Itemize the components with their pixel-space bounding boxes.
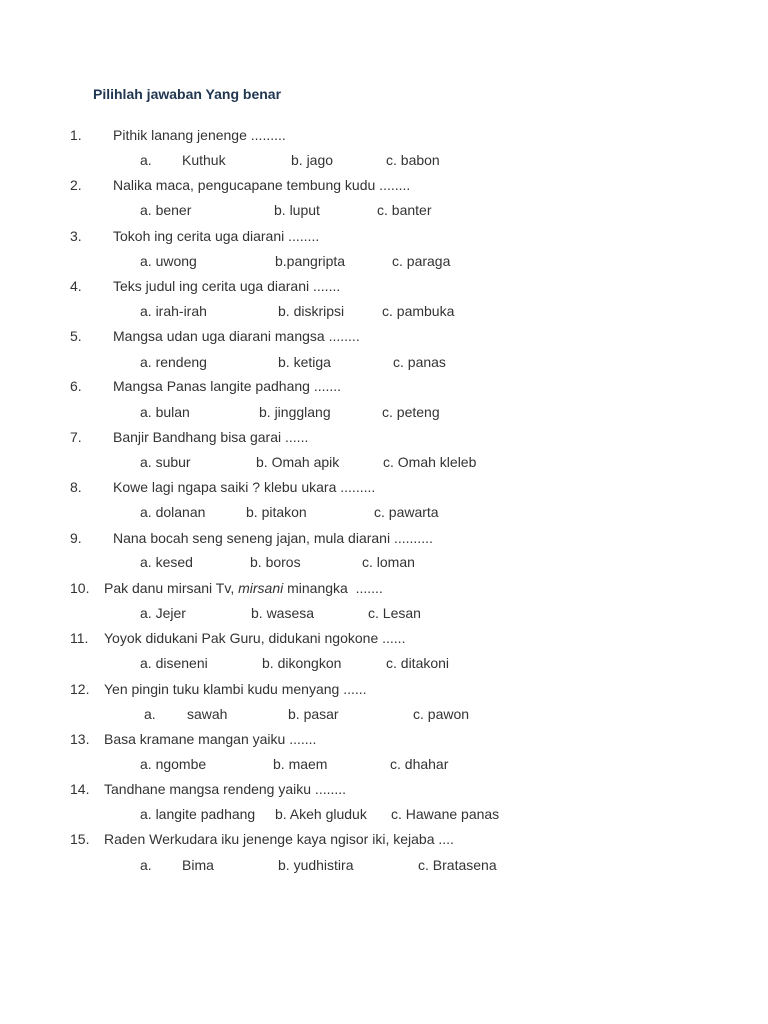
question-text: Teks judul ing cerita uga diarani ....... (113, 278, 341, 294)
option-b: b. maem (273, 756, 328, 772)
question-number: 4. (70, 278, 82, 294)
question-text: Mangsa Panas langite padhang ....... (113, 378, 342, 394)
option-a: a. subur (140, 454, 191, 470)
question-1 (0, 125, 768, 145)
option-b: b. luput (274, 202, 320, 218)
option-a: a. ngombe (140, 756, 207, 772)
option-b: b. boros (250, 554, 301, 570)
option-a-text: sawah (187, 706, 228, 722)
question-text: Tokoh ing cerita uga diarani ........ (113, 228, 320, 244)
question-8 (0, 477, 768, 497)
option-a: a. diseneni (140, 655, 208, 671)
options-11 (0, 653, 768, 673)
question-9 (0, 528, 768, 548)
question-number: 15. (70, 831, 90, 847)
question-6 (0, 376, 768, 396)
option-a: a. bulan (140, 404, 190, 420)
option-c: c. pambuka (382, 303, 455, 319)
question-text: Tandhane mangsa rendeng yaiku ........ (104, 781, 347, 797)
options-7 (0, 452, 768, 472)
option-c: c. loman (362, 554, 415, 570)
option-b: b. wasesa (251, 605, 315, 621)
option-b: b. dikongkon (262, 655, 342, 671)
option-b: b. yudhistira (278, 857, 354, 873)
options-5 (0, 352, 768, 372)
question-3 (0, 226, 768, 246)
option-c: c. pawon (413, 706, 470, 722)
option-a: a. dolanan (140, 504, 206, 520)
option-a: a. (140, 857, 152, 873)
option-a: a. irah-irah (140, 303, 207, 319)
options-13 (0, 754, 768, 774)
question-13 (0, 729, 768, 749)
options-8 (0, 502, 768, 522)
question-text: Yen pingin tuku klambi kudu menyang ...... (104, 681, 367, 697)
question-number: 3. (70, 228, 82, 244)
option-c: c. Omah kleleb (383, 454, 477, 470)
question-text: Nana bocah seng seneng jajan, mula diarani .......... (113, 530, 433, 546)
option-c: c. ditakoni (386, 655, 450, 671)
question-number: 1. (70, 127, 82, 143)
question-2 (0, 175, 768, 195)
question-number: 14. (70, 781, 90, 797)
option-a: a. rendeng (140, 354, 207, 370)
question-number: 13. (70, 731, 90, 747)
question-text: Mangsa udan uga diarani mangsa ........ (113, 328, 360, 344)
question-number: 11. (70, 630, 89, 646)
option-c: c. panas (393, 354, 446, 370)
options-1 (0, 150, 768, 170)
option-c: c. Lesan (368, 605, 421, 621)
option-a: a. uwong (140, 253, 197, 269)
question-text-before: Pak danu mirsani Tv, (104, 580, 239, 596)
option-b: b.pangripta (275, 253, 346, 269)
question-text: Pithik lanang jenenge ......... (113, 127, 286, 143)
option-a: a. langite padhang (140, 806, 256, 822)
options-14 (0, 804, 768, 824)
question-number: 10. (70, 580, 90, 596)
options-15 (0, 855, 768, 875)
option-a: a. kesed (140, 554, 193, 570)
option-a: a. bener (140, 202, 192, 218)
question-14 (0, 779, 768, 799)
option-c: c. babon (386, 152, 440, 168)
question-number: 6. (70, 378, 82, 394)
question-number: 12. (70, 681, 90, 697)
option-c: c. pawarta (374, 504, 439, 520)
question-text: Basa kramane mangan yaiku ....... (104, 731, 317, 747)
option-b: b. diskripsi (278, 303, 345, 319)
option-a-text: Bima (182, 857, 214, 873)
question-text: Raden Werkudara iku jenenge kaya ngisor iki, kejaba .... (104, 831, 454, 847)
options-9 (0, 552, 768, 572)
option-b: b. jago (291, 152, 334, 168)
page-title: Pilihlah jawaban Yang benar (93, 86, 282, 102)
question-5 (0, 326, 768, 346)
options-6 (0, 402, 768, 422)
option-c: c. peteng (382, 404, 440, 420)
question-4 (0, 276, 768, 296)
question-number: 8. (70, 479, 82, 495)
option-c: c. Bratasena (418, 857, 497, 873)
question-text-italic: mirsani (238, 580, 284, 596)
question-text-after: minangka ....... (283, 580, 383, 596)
options-12 (0, 704, 768, 724)
question-12 (0, 679, 768, 699)
option-c: c. paraga (392, 253, 451, 269)
option-a: a. (144, 706, 156, 722)
option-b: b. pasar (288, 706, 339, 722)
question-text: Nalika maca, pengucapane tembung kudu ........ (113, 177, 411, 193)
option-c: c. banter (377, 202, 432, 218)
option-b: b. Akeh gluduk (275, 806, 367, 822)
question-number: 7. (70, 429, 82, 445)
options-4 (0, 301, 768, 321)
question-number: 9. (70, 530, 82, 546)
question-11 (0, 628, 768, 648)
option-a: a. (140, 152, 152, 168)
option-c: c. Hawane panas (391, 806, 500, 822)
option-a-text: Kuthuk (182, 152, 226, 168)
option-c: c. dhahar (390, 756, 449, 772)
option-b: b. Omah apik (256, 454, 340, 470)
question-number: 2. (70, 177, 82, 193)
question-10 (0, 578, 768, 598)
options-10 (0, 603, 768, 623)
option-a: a. Jejer (140, 605, 186, 621)
options-3 (0, 251, 768, 271)
question-15 (0, 829, 768, 849)
question-number: 5. (70, 328, 82, 344)
question-text: Yoyok didukani Pak Guru, didukani ngokone ...... (104, 630, 406, 646)
question-text: Kowe lagi ngapa saiki ? klebu ukara ......... (113, 479, 376, 495)
question-text: Banjir Bandhang bisa garai ...... (113, 429, 309, 445)
option-b: b. pitakon (246, 504, 307, 520)
option-b: b. jingglang (259, 404, 331, 420)
question-text (104, 578, 383, 598)
options-2 (0, 200, 768, 220)
option-b: b. ketiga (278, 354, 331, 370)
question-7 (0, 427, 768, 447)
